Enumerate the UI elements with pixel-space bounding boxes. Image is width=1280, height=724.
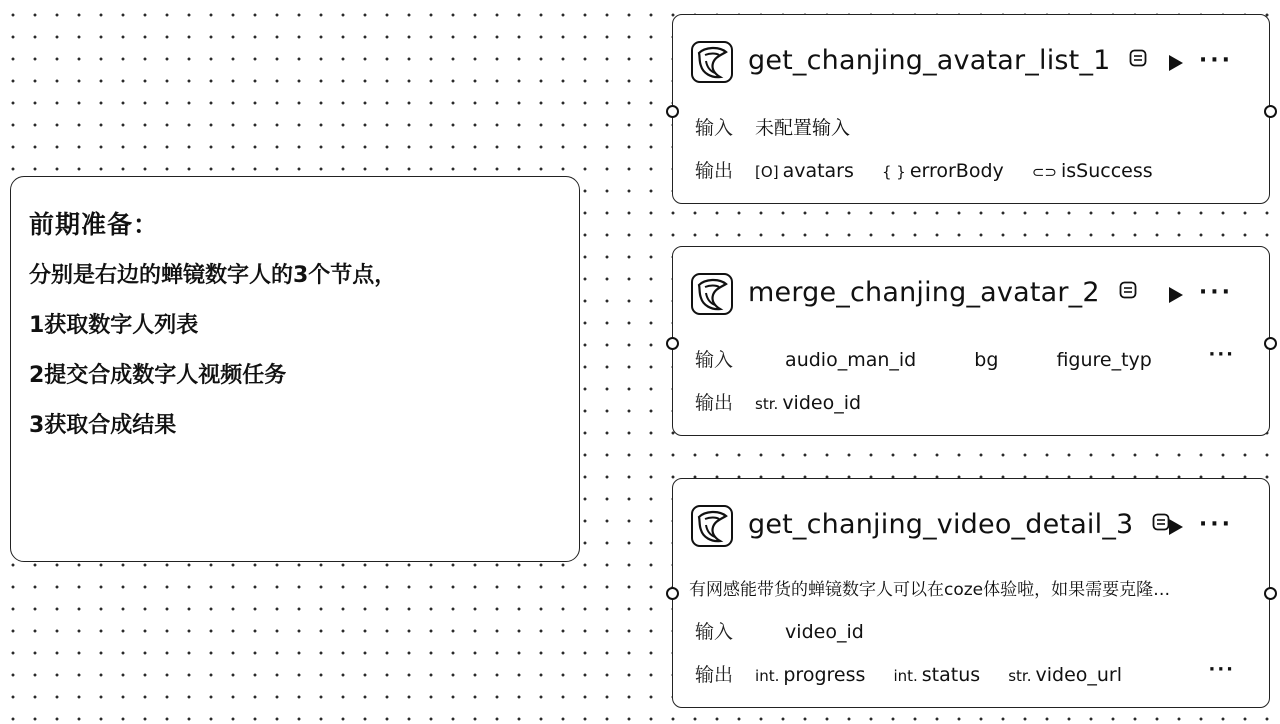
output-type: { }	[881, 163, 906, 181]
output-name: errorBody	[909, 160, 1004, 182]
outputs-label: 输出	[695, 160, 734, 182]
inputs-label: 输入	[695, 117, 734, 139]
workflow-node-video-detail[interactable]	[672, 478, 1270, 708]
chanjing-logo-icon	[691, 273, 733, 315]
plugin-tag-icon	[1119, 281, 1137, 299]
note-line: 2提交合成数字人视频任务	[29, 363, 287, 388]
play-icon[interactable]	[1165, 285, 1185, 305]
inputs-row	[695, 617, 886, 644]
note-line: 3获取合成结果	[29, 413, 177, 438]
input-port[interactable]	[666, 105, 679, 118]
output-port[interactable]	[1264, 337, 1277, 350]
outputs-row	[695, 660, 1144, 687]
node-title: merge_chanjing_avatar_2	[748, 277, 1100, 308]
more-outputs-indicator[interactable]: ···	[1208, 659, 1235, 680]
play-icon[interactable]	[1165, 517, 1185, 537]
more-icon[interactable]: ···	[1198, 280, 1233, 305]
output-name: video_url	[1035, 664, 1123, 686]
note-line: 分别是右边的蝉镜数字人的3个节点，	[29, 263, 397, 288]
note-line: 1获取数字人列表	[29, 313, 199, 338]
input-name: figure_typ	[1056, 349, 1152, 371]
inputs-row	[695, 345, 1255, 372]
node-title: get_chanjing_avatar_list_1	[748, 45, 1111, 76]
more-icon[interactable]: ···	[1198, 512, 1233, 537]
chanjing-logo-icon	[691, 505, 733, 547]
outputs-label: 输出	[695, 392, 734, 414]
input-name: audio_man_id	[785, 349, 917, 371]
more-icon[interactable]: ···	[1198, 48, 1233, 73]
workflow-node-merge-avatar[interactable]	[672, 246, 1270, 436]
note-title: 前期准备：	[29, 210, 160, 239]
node-description: 有网感能带货的蝉镜数字人可以在coze体验啦，如果需要克隆…	[689, 580, 1171, 600]
output-type: str.	[755, 395, 779, 413]
outputs-row	[695, 388, 883, 415]
inputs-label: 输入	[695, 621, 734, 643]
input-port[interactable]	[666, 587, 679, 600]
more-inputs-indicator[interactable]: ···	[1208, 344, 1235, 365]
output-name: progress	[783, 664, 866, 686]
input-name: video_id	[785, 621, 864, 643]
workflow-node-avatar-list[interactable]	[672, 14, 1270, 204]
input-port[interactable]	[666, 337, 679, 350]
inputs-empty-text: 未配置输入	[755, 117, 851, 139]
play-icon[interactable]	[1165, 53, 1185, 73]
outputs-label: 输出	[695, 664, 734, 686]
output-type: str.	[1008, 667, 1032, 685]
inputs-row	[695, 113, 872, 140]
output-port[interactable]	[1264, 587, 1277, 600]
output-type: [O]	[755, 163, 779, 181]
plugin-tag-icon	[1129, 49, 1147, 67]
output-name: video_id	[782, 392, 862, 414]
output-name: status	[921, 664, 981, 686]
output-port[interactable]	[1264, 105, 1277, 118]
output-type: int.	[755, 667, 780, 685]
chanjing-logo-icon	[691, 41, 733, 83]
note-card[interactable]	[10, 176, 580, 562]
node-title: get_chanjing_video_detail_3	[748, 509, 1134, 540]
output-name: avatars	[782, 160, 854, 182]
output-type: ⊂⊃	[1031, 163, 1057, 181]
output-name: isSuccess	[1060, 160, 1153, 182]
inputs-label: 输入	[695, 349, 734, 371]
outputs-row	[695, 156, 1175, 183]
output-type: int.	[893, 667, 918, 685]
input-name: bg	[974, 349, 999, 371]
